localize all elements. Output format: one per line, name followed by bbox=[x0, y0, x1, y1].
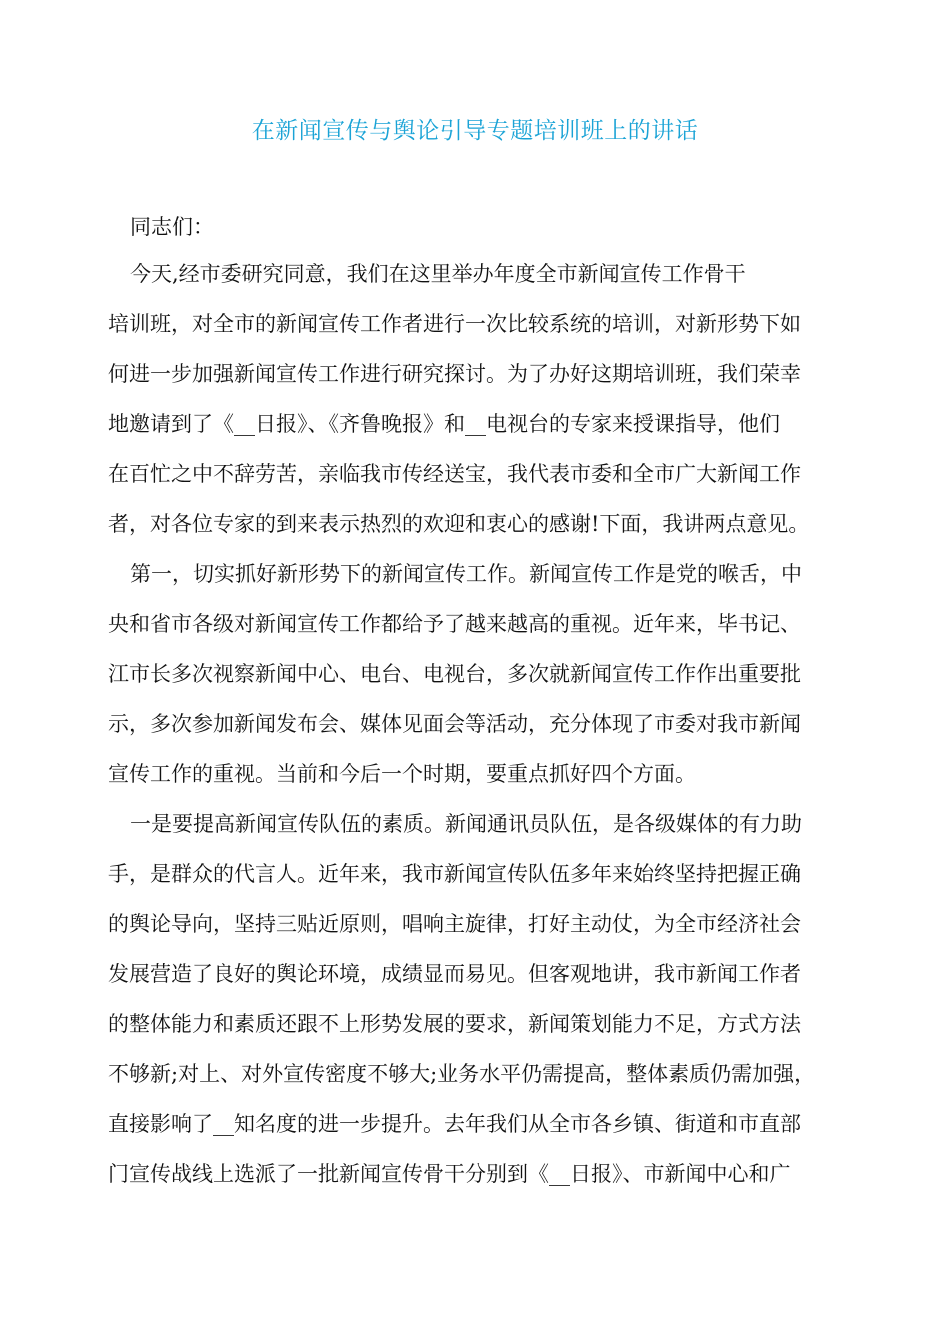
text-line: 发展营造了良好的舆论环境，成绩显而易见。但客观地讲，我市新闻工作者 bbox=[108, 962, 801, 986]
text-line: 不够新;对上、对外宣传密度不够大;业务水平仍需提高，整体素质仍需加强， bbox=[108, 1062, 816, 1086]
document-title: 在新闻宣传与舆论引导专题培训班上的讲话 bbox=[251, 118, 699, 144]
text-line: 第一，切实抓好新形势下的新闻宣传工作。新闻宣传工作是党的喉舌，中 bbox=[130, 562, 802, 586]
text-line: 地邀请到了《__日报》、《齐鲁晚报》和__电视台的专家来授课指导，他们 bbox=[108, 412, 780, 436]
salutation: 同志们： bbox=[130, 215, 214, 239]
text-line: 门宣传战线上选派了一批新闻宣传骨干分别到《__日报》、市新闻中心和广 bbox=[108, 1162, 791, 1186]
text-line: 培训班，对全市的新闻宣传工作者进行一次比较系统的培训，对新形势下如 bbox=[108, 312, 801, 336]
text-line: 直接影响了__知名度的进一步提升。去年我们从全市各乡镇、街道和市直部 bbox=[108, 1112, 801, 1136]
text-line: 者，对各位专家的到来表示热烈的欢迎和衷心的感谢!下面，我讲两点意见。 bbox=[108, 512, 810, 536]
text-line: 示，多次参加新闻发布会、媒体见面会等活动，充分体现了市委对我市新闻 bbox=[108, 712, 801, 736]
text-line: 江市长多次视察新闻中心、电台、电视台，多次就新闻宣传工作作出重要批 bbox=[108, 662, 801, 686]
text-line: 的整体能力和素质还跟不上形势发展的要求，新闻策划能力不足，方式方法 bbox=[108, 1012, 801, 1036]
text-line: 今天,经市委研究同意，我们在这里举办年度全市新闻宣传工作骨干 bbox=[130, 262, 746, 286]
text-line: 何进一步加强新闻宣传工作进行研究探讨。为了办好这期培训班，我们荣幸 bbox=[108, 362, 801, 386]
text-line: 手，是群众的代言人。近年来，我市新闻宣传队伍多年来始终坚持把握正确 bbox=[108, 862, 801, 886]
text-line: 宣传工作的重视。当前和今后一个时期，要重点抓好四个方面。 bbox=[108, 762, 696, 786]
text-line: 央和省市各级对新闻宣传工作都给予了越来越高的重视。近年来，毕书记、 bbox=[108, 612, 801, 636]
text-line: 在百忙之中不辞劳苦，亲临我市传经送宝，我代表市委和全市广大新闻工作 bbox=[108, 462, 801, 486]
text-line: 一是要提高新闻宣传队伍的素质。新闻通讯员队伍，是各级媒体的有力助 bbox=[130, 812, 802, 836]
text-line: 的舆论导向，坚持三贴近原则，唱响主旋律，打好主动仗，为全市经济社会 bbox=[108, 912, 801, 936]
